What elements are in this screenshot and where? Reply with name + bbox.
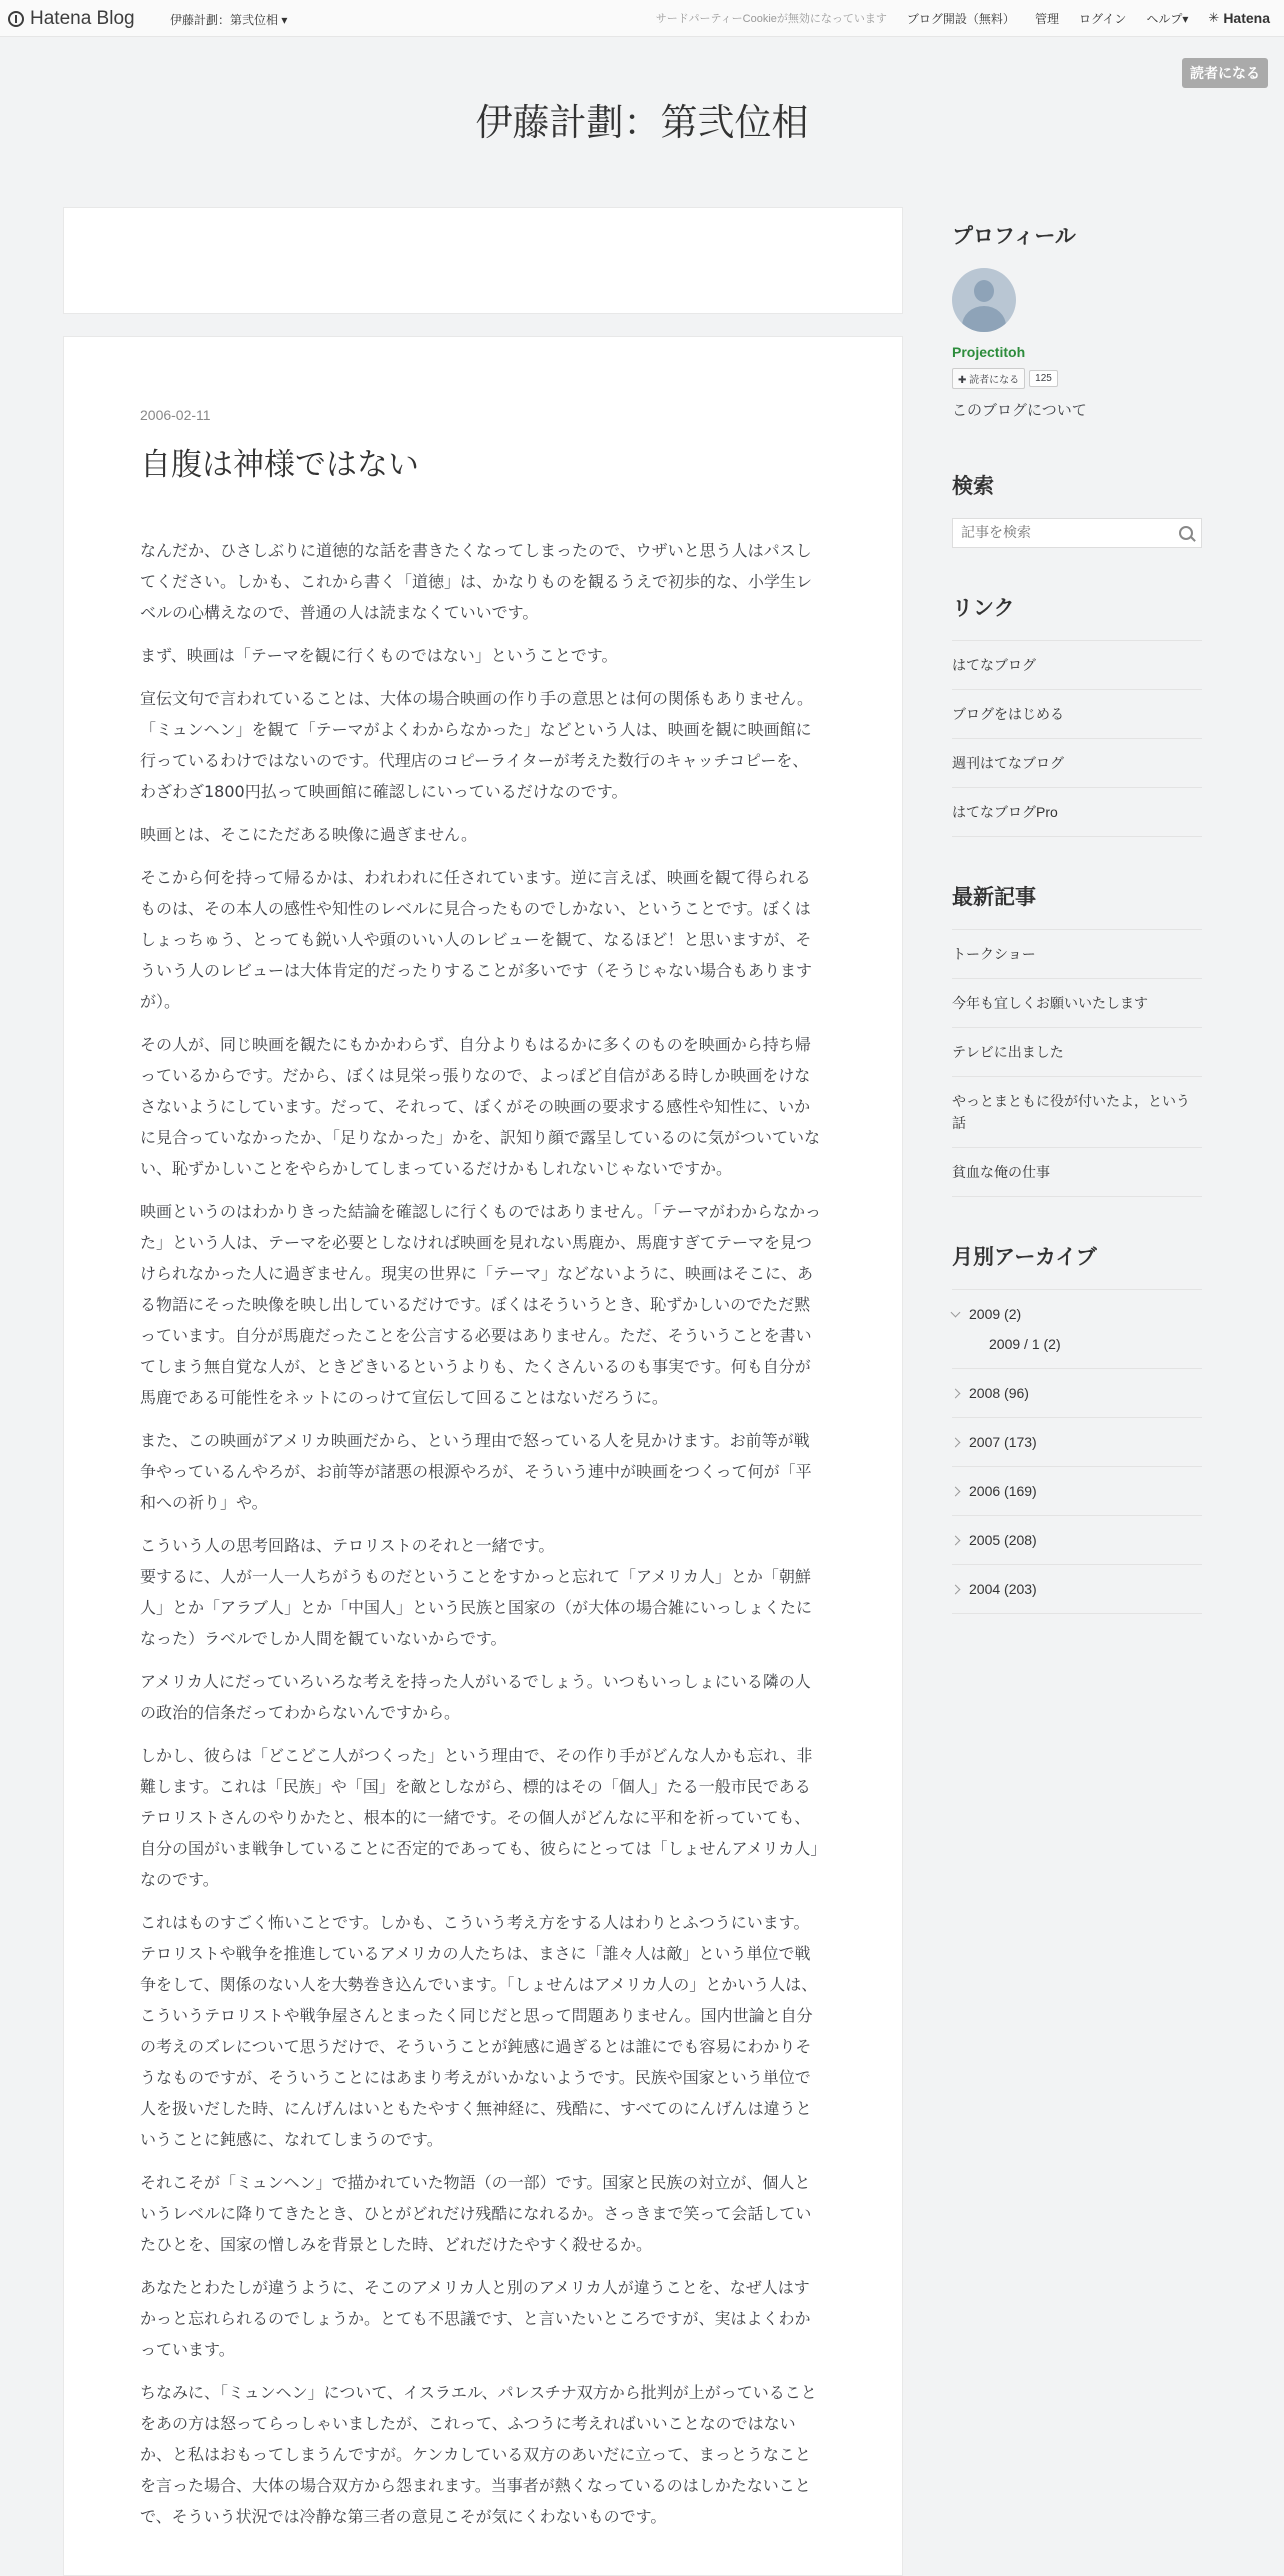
link-login[interactable]: ログイン	[1078, 11, 1127, 26]
profile-subscribe-button[interactable]	[952, 368, 1025, 389]
profile-name[interactable]: Projectitoh	[952, 344, 1026, 360]
entry-paragraph: これはものすごく怖いことです。しかも、こういう考え方をする人はわりとふつうにいます。テロリストや戦争を推進しているアメリカの人たちは、まさに「誰々人は敵」という単位で戦争をして、関係のない人を大勢巻き込んでいます。「しょせんはアメリカ人の」とかいう人は、こういうテロリストや戦争屋さんとまったく同じだと思って問題ありません。国内世論と自分の考えのズレについて思うだけで、そういうことが鈍感に過ぎるとは誰にでも容易にわかりそうなものですが、そういうことにはあまり考えがいかないようです。民族や国家という単位で人を扱いだした時、にんげんはいともたやすく無神経に、残酷に、すべてのにんげんは違うということに鈍感に、なれてしまうのです。	[140, 1913, 818, 2149]
search-box	[952, 518, 1202, 548]
entry-body	[140, 535, 822, 2544]
entry-paragraph: こういう人の思考回路は、テロリストのそれと一緒です。 要するに、人が一人一人ちがうものだということをすかっと忘れて「アメリカ人」とか「朝鮮人」とか「アラブ人」とか「中国人」という民族と国家の（が大体の場合雑にいっしょくたになった）ラベルでしか人間を観ていないからです。	[140, 1536, 813, 1648]
archive-module	[952, 1241, 1202, 1614]
search-module	[952, 470, 1202, 548]
chevron-right-icon[interactable]	[951, 1584, 961, 1594]
archive-month-link[interactable]: 2009 / 1 (2)	[989, 1336, 1061, 1352]
archive-year-item[interactable]	[952, 1290, 1202, 1369]
entry-paragraph: 宣伝文句で言われていることは、大体の場合映画の作り手の意思とは何の関係もありません。「ミュンヘン」を観て「テーマがよくわからなかった」などという人は、映画を観に映画館に行っているわけではないのです。代理店のコピーライターが考えた数行のキャッチコピーを、わざわざ1800円払って映画館に確認しにいっているだけなのです。	[140, 689, 813, 801]
blog-switcher[interactable]	[170, 11, 287, 28]
link-help-label: ヘルプ	[1146, 11, 1183, 26]
link-help[interactable]	[1146, 10, 1188, 27]
hatena-menu[interactable]	[1208, 10, 1270, 26]
entry-paragraph: ちなみに、「ミュンヘン」について、イスラエル、パレスチナ双方から批判が上がっていることをあの方は怒ってらっしゃいましたが、これって、ふつうに考えればいいことなのではないか、と私はおもってしまうんですが。ケンカしている双方のあいだに立って、まっとうなことを言った場合、大体の場合双方から怨まれます。当事者が熱くなっているのはしかたないことで、そういう状況では冷静な第三者の意見こそが気にくわないものです。	[140, 2383, 817, 2526]
plus-icon: ✚	[958, 375, 967, 386]
archive-year-item[interactable]	[952, 1467, 1202, 1516]
archive-year-label[interactable]: 2006 (169)	[969, 1483, 1037, 1499]
link-item[interactable]: はてなブログ	[952, 641, 1202, 690]
subscribe-button[interactable]: 読者になる	[1182, 58, 1268, 88]
search-input[interactable]	[953, 519, 1169, 547]
search-icon[interactable]	[1179, 526, 1193, 540]
hatena-blog-logo[interactable]	[8, 8, 135, 30]
archive-year-item[interactable]	[952, 1516, 1202, 1565]
hatena-label: Hatena	[1223, 10, 1270, 26]
entry-paragraph: それこそが「ミュンヘン」で描かれていた物語（の一部）です。国家と民族の対立が、個人というレベルに降りてきたとき、ひとがどれだけ残酷になれるか。さっきまで笑って会話していたひとを、国家の憎しみを背景とした時、どれだけたやすく殺せるか。	[140, 2173, 812, 2254]
archive-year-label[interactable]: 2009 (2)	[969, 1306, 1022, 1322]
caret-down-icon: ▾	[1182, 11, 1189, 26]
cookie-notice: サードパーティーCookieが無効になっています	[655, 13, 887, 25]
chevron-right-icon[interactable]	[951, 1388, 961, 1398]
ad-area	[63, 207, 903, 314]
hatena-sparkle-icon: ✳	[1208, 10, 1220, 25]
entry-paragraph: 映画というのはわかりきった結論を確認しに行くものではありません。「テーマがわからなかった」という人は、テーマを必要としなければ映画を見れない馬鹿か、馬鹿すぎてテーマを見つけられなかった人に過ぎません。現実の世界に「テーマ」などないように、映画はそこに、ある物語にそった映像を映し出しているだけです。ぼくはそういうとき、恥ずかしいのでただ黙っています。自分が馬鹿だったことを公言する必要はありません。ただ、そういうことを書いてしまう無自覚な人が、ときどきいるというよりも、たくさんいるのも事実です。何も自分が馬鹿である可能性をネットにのっけて宣伝して回ることはないだろうに。	[140, 1202, 821, 1407]
recent-entry-link[interactable]: 貧血な俺の仕事	[952, 1148, 1202, 1197]
entry-paragraph: その人が、同じ映画を観たにもかかわらず、自分よりもはるかに多くのものを映画から持ち帰っているからです。だから、ぼくは見栄っ張りなので、よっぽど自信がある時しか映画をけなさないようにしています。だって、それって、ぼくがその映画の要求する感性や知性に、いかに見合っていなかったか、「足りなかった」かを、訳知り顔で露呈しているのに気がついていない、恥ずかしいことをやらかしてしまっているだけかもしれないじゃないですか。	[140, 1035, 821, 1178]
avatar[interactable]	[952, 268, 1016, 332]
blog-switcher-label: 伊藤計劃：第弐位相	[170, 13, 279, 27]
entry-date[interactable]: 2006-02-11	[140, 407, 211, 423]
archive-year-label[interactable]: 2008 (96)	[969, 1385, 1029, 1401]
link-item[interactable]: 週刊はてなブログ	[952, 739, 1202, 788]
archive-year-item[interactable]	[952, 1369, 1202, 1418]
chevron-right-icon[interactable]	[951, 1437, 961, 1447]
link-item[interactable]: はてなブログPro	[952, 788, 1202, 837]
search-heading: 検索	[952, 474, 994, 498]
link-open-blog[interactable]: ブログ開設（無料）	[906, 11, 1015, 26]
entry-paragraph: まず、映画は「テーマを観に行くものではない」ということです。	[140, 646, 618, 665]
recent-entry-link[interactable]: テレビに出ました	[952, 1028, 1202, 1077]
archive-heading: 月別アーカイブ	[952, 1245, 1097, 1269]
hatena-blog-logo-icon	[8, 11, 24, 27]
hatena-blog-logo-text: Hatena Blog	[30, 8, 135, 29]
archive-year-label[interactable]: 2005 (208)	[969, 1532, 1037, 1548]
entry-paragraph: なんだか、ひさしぶりに道徳的な話を書きたくなってしまったので、ウザいと思う人はパスしてください。しかも、これから書く「道徳」は、かなりものを観るうえで初歩的な、小学生レベルの心構えなので、普通の人は読まなくていいです。	[140, 541, 813, 622]
recent-entry-link[interactable]: 今年も宜しくお願いいたします	[952, 979, 1202, 1028]
about-blog-link[interactable]: このブログについて	[952, 402, 1087, 419]
recent-heading: 最新記事	[952, 885, 1036, 909]
archive-year-label[interactable]: 2007 (173)	[969, 1434, 1037, 1450]
chevron-down-icon[interactable]	[951, 1307, 961, 1317]
recent-entry-link[interactable]: やっとまともに役が付いたよ，という話	[952, 1077, 1202, 1148]
links-heading: リンク	[952, 596, 1015, 620]
archive-year-item[interactable]	[952, 1565, 1202, 1614]
archive-year-label[interactable]: 2004 (203)	[969, 1581, 1037, 1597]
profile-subscribe-label: 読者になる	[969, 375, 1020, 386]
blog-title[interactable]: 伊藤計劃：第弐位相	[475, 101, 809, 144]
entry-paragraph: また、この映画がアメリカ映画だから、という理由で怒っている人を見かけます。お前等が戦争やっているんやろが、お前等が諸悪の根源やろが、そういう連中が映画をつくって何が「平和への祈り」や。	[140, 1431, 812, 1512]
entry-paragraph: 映画とは、そこにただある映像に過ぎません。	[140, 825, 477, 844]
links-module	[952, 592, 1202, 837]
entry-paragraph: アメリカ人にだっていろいろな考えを持った人がいるでしょう。いつもいっしょにいる隣の人の政治的信条だってわからないんですから。	[140, 1672, 811, 1722]
entry-paragraph: あなたとわたしが違うように、そこのアメリカ人と別のアメリカ人が違うことを、なぜ人はすかっと忘れられるのでしょうか。とても不思議です、と言いたいところですが、実はよくわかっています。	[140, 2278, 811, 2359]
chevron-right-icon[interactable]	[951, 1486, 961, 1496]
sidebar	[952, 220, 1202, 1614]
avatar-head-shape	[974, 280, 994, 302]
subscriber-count[interactable]: 125	[1029, 370, 1058, 387]
entry-paragraph: しかし、彼らは「どこどこ人がつくった」という理由で、その作り手がどんな人かも忘れ、非難します。これは「民族」や「国」を敵としながら、標的はその「個人」たる一般市民であるテロリストさんのやりかたと、根本的に一緒です。その個人がどんなに平和を祈っていても、自分の国がいま戦争していることに否定的であっても、彼らにとっては「しょせんアメリカ人」なのです。	[140, 1746, 819, 1889]
chevron-right-icon[interactable]	[951, 1535, 961, 1545]
avatar-body-shape	[962, 306, 1006, 332]
link-item[interactable]: ブログをはじめる	[952, 690, 1202, 739]
entry-title[interactable]: 自腹は神様ではない	[140, 447, 419, 483]
recent-entry-link[interactable]: トークショー	[952, 930, 1202, 979]
link-manage[interactable]: 管理	[1034, 11, 1059, 26]
archive-year-item[interactable]	[952, 1418, 1202, 1467]
profile-heading: プロフィール	[952, 224, 1076, 248]
entry-paragraph: そこから何を持って帰るかは、われわれに任されています。逆に言えば、映画を観て得られるものは、その本人の感性や知性のレベルに見合ったものでしかない、ということです。ぼくはしょっちゅう、とっても鋭い人や頭のいい人のレビューを観て、なるほど！と思いますが、そういう人のレビューは大体肯定的だったりすることが多いです（そうじゃない場合もありますが）。	[140, 868, 813, 1011]
profile-module	[952, 220, 1202, 420]
global-header	[0, 0, 1284, 37]
entry-article	[63, 336, 903, 2576]
caret-down-icon: ▾	[281, 13, 288, 27]
recent-entries-module	[952, 881, 1202, 1197]
